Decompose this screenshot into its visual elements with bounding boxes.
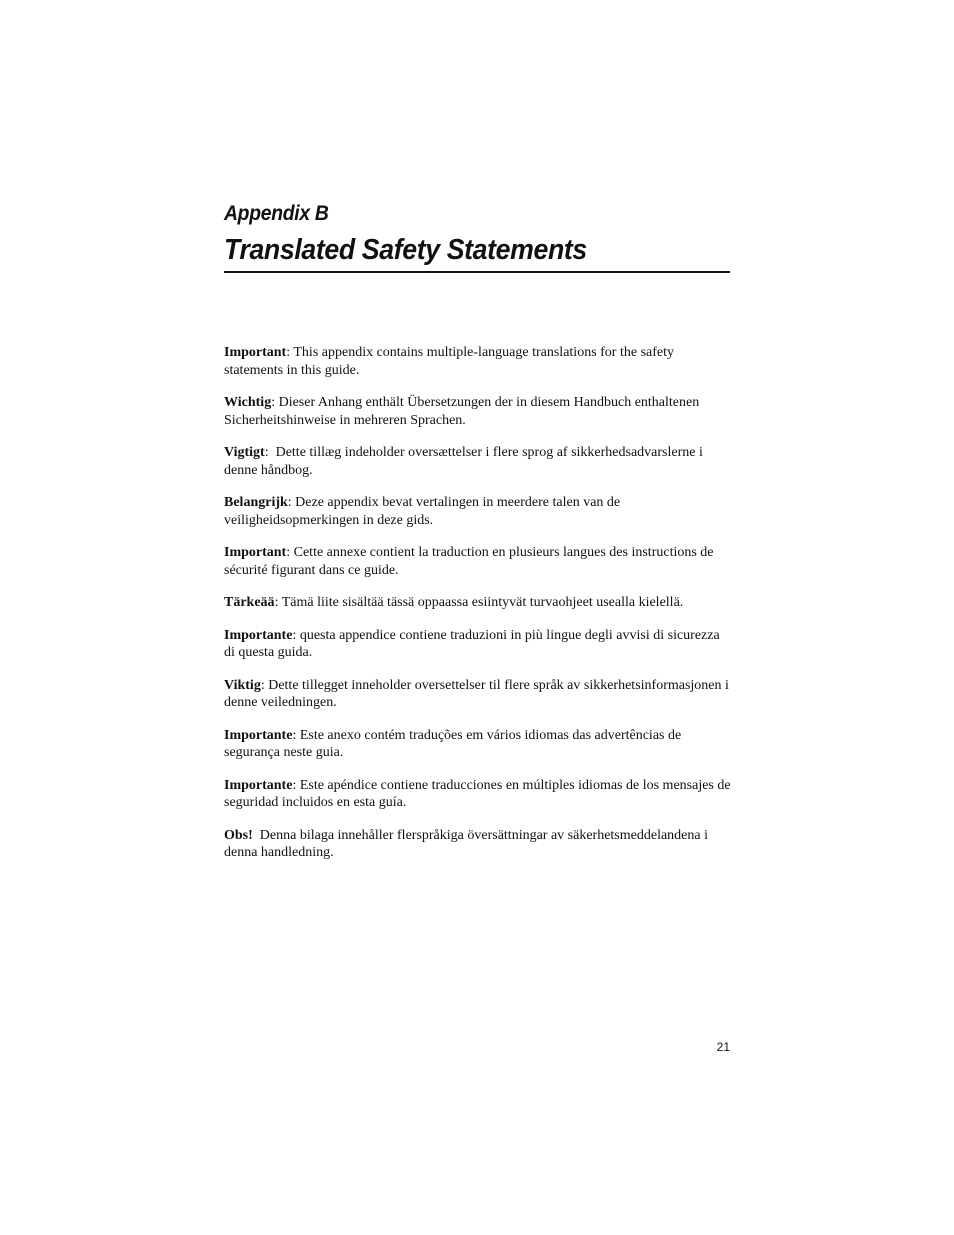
statement-term: Wichtig <box>224 395 272 410</box>
statement-separator: : <box>274 595 282 610</box>
statement-spanish <box>224 777 734 812</box>
statement-term: Importante <box>224 777 293 793</box>
statement-separator: : <box>292 627 300 643</box>
statement-term: Obs! <box>224 827 253 843</box>
statement-text: Deze appendix bevat vertalingen in meerdere talen van de veiligheidsopmerkingen in deze gids. <box>224 495 621 528</box>
safety-statements-list <box>224 344 734 877</box>
statement-text: Este apéndice contiene traducciones en múltiples idiomas de los mensajes de seguridad incluidos en esta guía. <box>224 777 731 810</box>
statement-french <box>224 544 734 579</box>
statement-term: Important <box>224 545 287 560</box>
statement-term: Importante <box>224 727 293 743</box>
statement-term: Belangrijk <box>224 495 288 510</box>
statement-separator: : <box>292 727 300 743</box>
statement-separator: : <box>264 445 276 460</box>
statement-text: Dette tillæg indeholder oversættelser i flere sprog af sikkerhedsadvarslerne i denne håndbog. <box>224 445 703 478</box>
statement-norwegian <box>224 677 734 712</box>
page-number: 21 <box>716 1040 730 1054</box>
statement-text: Dette tillegget inneholder oversettelser til flere språk av sikkerhetsinformasjonen i denne veiledningen. <box>224 677 729 710</box>
statement-text: Cette annexe contient la traduction en plusieurs langues des instructions de sécurité figurant dans ce guide. <box>224 545 714 578</box>
statement-separator <box>253 828 260 843</box>
statement-text: Denna bilaga innehåller flerspråkiga översättningar av säkerhetsmeddelandena i denna handledning. <box>224 827 708 860</box>
statement-term: Important <box>224 345 287 360</box>
statement-german <box>224 394 734 429</box>
statement-dutch <box>224 494 734 529</box>
statement-text: Dieser Anhang enthält Übersetzungen der in diesem Handbuch enthaltenen Sicherheitshinweise in mehreren Sprachen. <box>224 395 700 428</box>
statement-text: Tämä liite sisältää tässä oppaassa esiintyvät turvaohjeet usealla kielellä. <box>281 595 684 610</box>
appendix-label: Appendix B <box>224 202 329 225</box>
statement-term: Viktig <box>224 677 261 693</box>
statement-term: Vigtigt <box>224 445 265 460</box>
statement-portuguese <box>224 727 734 762</box>
statement-separator: : <box>287 495 296 510</box>
statement-separator: : <box>292 777 300 793</box>
statement-text: questa appendice contiene traduzioni in più lingue degli avvisi di sicurezza di questa guida. <box>224 627 720 660</box>
title-rule <box>224 271 730 273</box>
statement-swedish <box>224 827 734 862</box>
statement-term: Importante <box>224 627 293 643</box>
statement-text: This appendix contains multiple-language translations for the safety statements in this guide. <box>224 345 674 378</box>
statement-danish <box>224 444 734 479</box>
statement-text: Este anexo contém traduções em vários idiomas das advertências de segurança neste guia. <box>224 727 682 760</box>
statement-english <box>224 344 734 379</box>
statement-separator: : <box>271 395 279 410</box>
statement-italian <box>224 627 734 662</box>
statement-separator: : <box>260 677 269 693</box>
statement-term: Tärkeää <box>224 595 275 610</box>
statement-finnish <box>224 594 734 612</box>
statement-separator: : <box>286 345 294 360</box>
page-title: Translated Safety Statements <box>224 234 587 266</box>
statement-separator: : <box>286 545 294 560</box>
